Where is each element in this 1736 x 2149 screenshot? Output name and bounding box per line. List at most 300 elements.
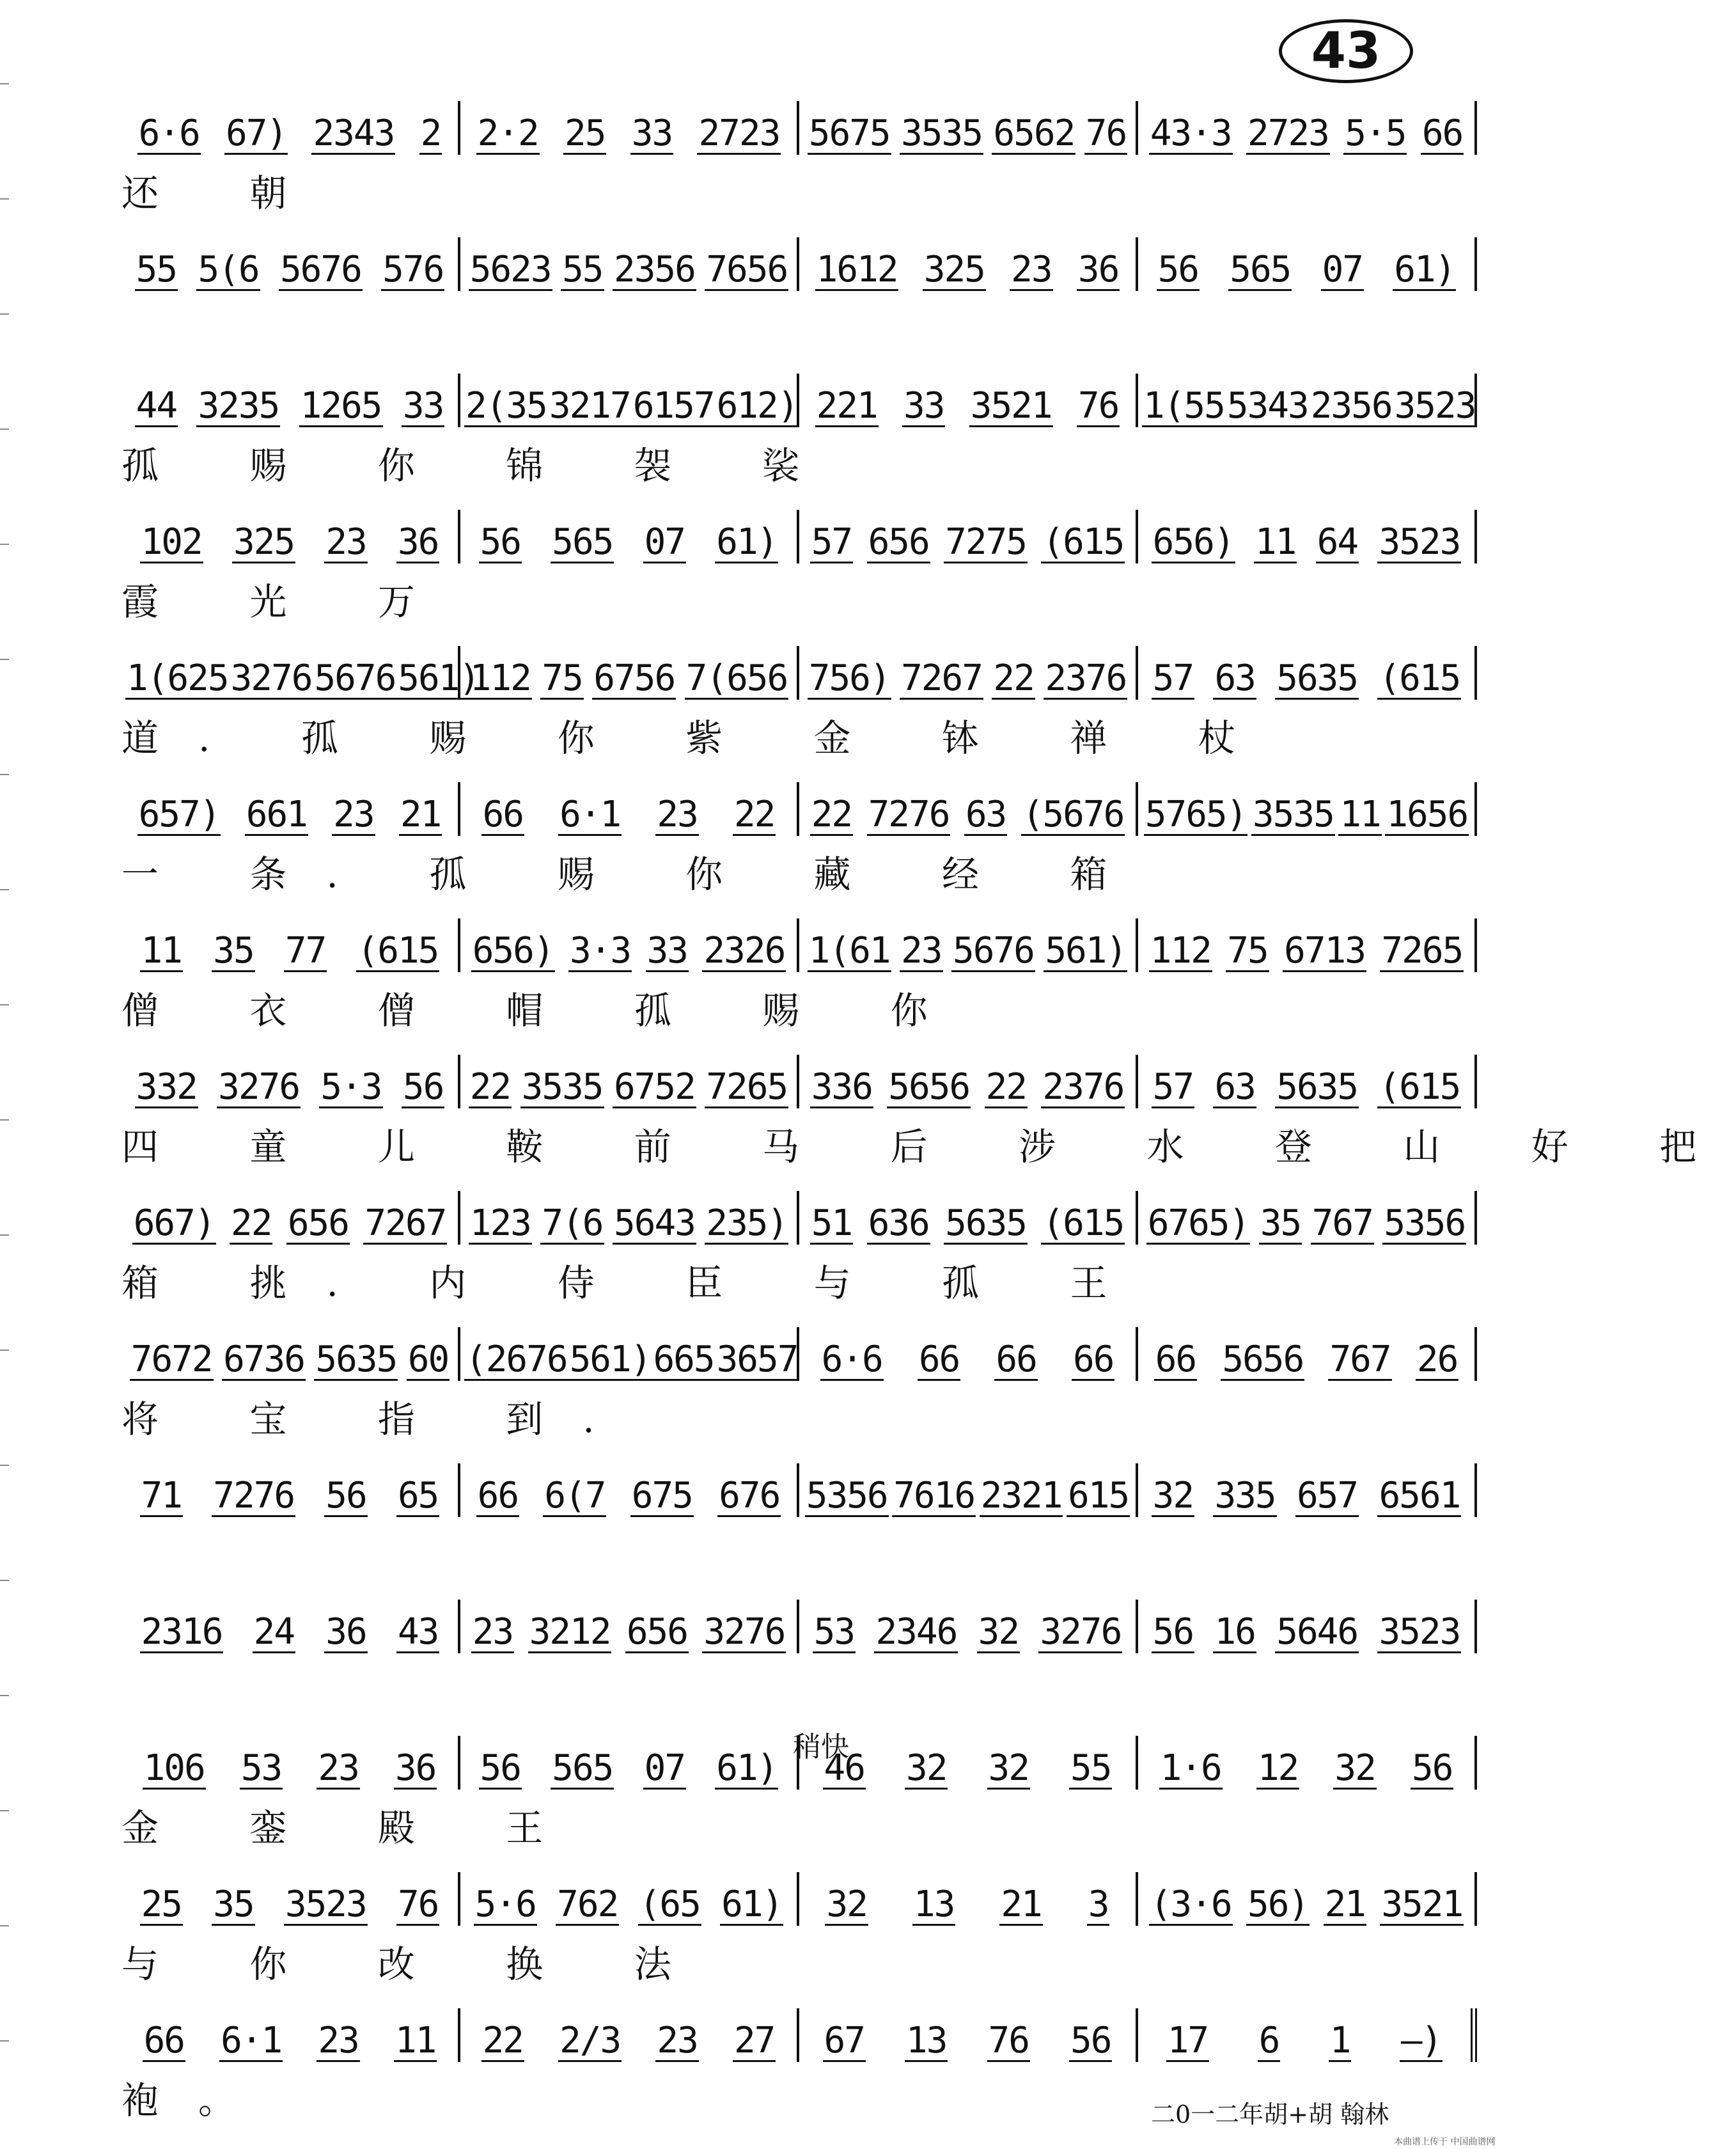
beat-notes: 561) <box>569 1339 651 1380</box>
beat-notes: 1(61 <box>808 930 890 972</box>
measure <box>1138 374 1477 427</box>
beat-notes: 636 <box>868 1202 929 1244</box>
measure <box>121 646 480 700</box>
beat-notes: 565 <box>552 1747 613 1789</box>
beat-notes: 561) <box>1045 930 1127 972</box>
beat-notes: 32 <box>988 1747 1029 1789</box>
beat-notes: 26 <box>1416 1339 1458 1380</box>
beat-notes: 3276 <box>230 657 312 699</box>
beat-notes: 2/3 <box>559 2020 621 2061</box>
beat-notes: 43·3 <box>1150 113 1232 154</box>
beat-notes: 6765) <box>1147 1202 1249 1244</box>
beat-notes: 3657 <box>716 1339 798 1380</box>
upload-credit: 本曲谱上传于 中国曲谱网 <box>1394 2137 1496 2147</box>
beat-notes: 53 <box>240 1747 282 1789</box>
beat-notes: 102 <box>141 521 202 563</box>
beat-notes: 32 <box>906 1747 947 1789</box>
lyrics-line: 四 童 儿 鞍 前 马 后 涉 水 登 山 好 把 <box>121 1125 1736 1169</box>
measure <box>799 646 1138 700</box>
beat-notes: 1(55 <box>1143 385 1224 427</box>
beat-notes: 5635 <box>1276 1066 1358 1108</box>
measure <box>460 782 799 836</box>
beat-notes: 23 <box>333 794 374 835</box>
beat-notes: 56 <box>480 521 521 563</box>
lyrics-line: 一 条. 孤 赐 你 藏 经 箱 <box>121 853 1147 896</box>
notes-line <box>121 2003 1477 2067</box>
beat-notes: 3523 <box>285 1884 366 1925</box>
beat-notes: 56 <box>480 1747 521 1789</box>
lyrics-line <box>121 1666 1477 1717</box>
lyrics-line: 与 你 改 换 法 <box>121 1942 711 1986</box>
beat-notes: 6·1 <box>559 794 621 835</box>
measure <box>1138 1191 1477 1245</box>
notes-line <box>121 1594 1477 1658</box>
beat-notes: 6·6 <box>138 113 199 154</box>
beat-notes: 56 <box>1152 1611 1194 1653</box>
beat-notes: 61) <box>1394 249 1455 290</box>
beat-notes: (615 <box>357 930 439 972</box>
beat-notes: 25 <box>141 1884 182 1925</box>
beat-notes: 665 <box>653 1339 714 1380</box>
beat-notes: 7265 <box>1381 930 1463 972</box>
beat-notes: 32 <box>826 1884 867 1925</box>
beat-notes: 661 <box>246 794 307 835</box>
beat-notes: 235) <box>706 1202 788 1244</box>
lyrics-line: 孤 赐 你 锦 袈 裟 <box>121 444 840 487</box>
measure <box>460 1327 799 1381</box>
beat-notes: 5356 <box>806 1475 888 1516</box>
beat-notes: 5(6 <box>198 249 259 290</box>
beat-notes: 3276 <box>1040 1611 1122 1653</box>
beat-notes: 66 <box>143 2020 184 2061</box>
beat-notes: 16 <box>1214 1611 1255 1653</box>
beat-notes: 66 <box>1421 113 1463 154</box>
notes-line <box>121 641 1477 705</box>
beat-notes: 6562 <box>993 113 1075 154</box>
measure <box>1138 918 1477 972</box>
measure <box>799 374 1138 427</box>
beat-notes: 66 <box>477 1475 519 1516</box>
beat-notes: 60 <box>407 1339 449 1380</box>
beat-notes: 7672 <box>130 1339 212 1380</box>
beat-notes: 61) <box>716 521 778 563</box>
measure <box>121 918 460 972</box>
beat-notes: 22 <box>469 1066 511 1108</box>
beat-notes: 3523 <box>1379 521 1460 563</box>
beat-notes: 6(7 <box>544 1475 606 1516</box>
beat-notes: 44 <box>136 385 177 427</box>
notes-line <box>121 777 1477 841</box>
measure <box>1138 2008 1477 2062</box>
beat-notes: 63 <box>1214 657 1255 699</box>
measure <box>121 1463 460 1517</box>
measure <box>1138 1463 1477 1517</box>
lyrics-line <box>121 1530 1477 1581</box>
beat-notes: 656 <box>868 521 929 563</box>
score-system <box>121 913 1477 1050</box>
lyrics-line: 金 銮 殿 王 <box>121 1806 583 1850</box>
beat-notes: —) <box>1400 2020 1442 2061</box>
measure <box>1138 237 1477 291</box>
beat-notes: 756) <box>808 657 890 699</box>
beat-notes: 561) <box>398 657 480 699</box>
beat-notes: 75 <box>542 657 583 699</box>
score-system <box>121 1050 1736 1186</box>
beat-notes: 56 <box>1411 1747 1453 1789</box>
measure <box>121 1055 460 1108</box>
lyrics-line <box>121 304 1477 355</box>
beat-notes: (65 <box>639 1884 700 1925</box>
beat-notes: 33 <box>402 385 444 427</box>
beat-notes: 61) <box>721 1884 783 1925</box>
beat-notes: 615 <box>1068 1475 1129 1516</box>
beat-notes: 3535 <box>521 1066 603 1108</box>
beat-notes: 24 <box>253 1611 295 1653</box>
beat-notes: 7616 <box>893 1475 975 1516</box>
beat-notes: 2321 <box>980 1475 1062 1516</box>
beat-notes: 332 <box>136 1066 197 1108</box>
beat-notes: 36 <box>395 1747 436 1789</box>
measure <box>121 101 460 155</box>
beat-notes: 5635 <box>315 1339 397 1380</box>
beat-notes: 23 <box>318 2020 359 2061</box>
beat-notes: 11 <box>141 930 182 972</box>
beat-notes: 67) <box>226 113 287 154</box>
beat-notes: 36 <box>325 1611 366 1653</box>
score-system <box>121 1322 1477 1458</box>
measure <box>121 510 460 563</box>
beat-notes: 335 <box>1214 1475 1276 1516</box>
measure <box>460 918 799 972</box>
measure <box>121 1736 460 1790</box>
beat-notes: 56 <box>1070 2020 1111 2061</box>
beat-notes: 11 <box>395 2020 436 2061</box>
measure <box>121 1600 460 1653</box>
measure <box>799 782 1138 836</box>
beat-notes: 1 <box>1329 2020 1350 2061</box>
beat-notes: 66 <box>996 1339 1036 1380</box>
beat-notes: 656 <box>287 1202 348 1244</box>
beat-notes: 23 <box>901 930 942 972</box>
measure <box>460 646 799 700</box>
measure <box>1138 1600 1477 1653</box>
measure <box>460 101 799 155</box>
score-system <box>121 368 1477 505</box>
notes-line <box>121 913 1477 977</box>
measure <box>460 1872 799 1926</box>
measure <box>1138 1872 1477 1926</box>
beat-notes: 07 <box>644 521 685 563</box>
beat-notes: 2723 <box>698 113 780 154</box>
beat-notes: 1265 <box>300 385 382 427</box>
beat-notes: 76 <box>397 1884 439 1925</box>
beat-notes: 7275 <box>945 521 1026 563</box>
beat-notes: 676 <box>719 1475 780 1516</box>
score-system <box>121 641 1477 777</box>
beat-notes: 2326 <box>703 930 785 972</box>
beat-notes: 6713 <box>1284 930 1365 972</box>
beat-notes: 57 <box>1152 657 1194 699</box>
beat-notes: (3·6 <box>1150 1884 1232 1925</box>
beat-notes: 22 <box>230 1202 272 1244</box>
beat-notes: 767 <box>1311 1202 1373 1244</box>
beat-notes: 5675 <box>808 113 890 154</box>
beat-notes: (5676 <box>1022 794 1124 835</box>
beat-notes: 6 <box>1258 2020 1279 2061</box>
score-system <box>121 1458 1477 1594</box>
beat-notes: 67 <box>824 2020 864 2061</box>
beat-notes: 2723 <box>1247 113 1329 154</box>
beat-notes: 55 <box>1070 1747 1111 1789</box>
beat-notes: 22 <box>811 794 852 835</box>
measure <box>121 237 460 291</box>
lyrics-line: 箱 挑. 内 侍 臣 与 孤 王 <box>121 1261 1147 1305</box>
measure <box>460 510 799 563</box>
beat-notes: 23 <box>318 1747 359 1789</box>
beat-notes: 675 <box>631 1475 692 1516</box>
beat-notes: 51 <box>811 1202 852 1244</box>
score-system <box>121 1594 1477 1731</box>
beat-notes: 565 <box>552 521 613 563</box>
beat-notes: 07 <box>1322 249 1363 290</box>
beat-notes: 17 <box>1167 2020 1208 2061</box>
beat-notes: 3535 <box>901 113 982 154</box>
measure <box>460 374 799 427</box>
notes-line <box>121 368 1477 432</box>
beat-notes: 32 <box>1152 1475 1194 1516</box>
beat-notes: 55 <box>136 249 177 290</box>
beat-notes: 22 <box>985 1066 1026 1108</box>
notes-line <box>121 1867 1477 1931</box>
measure <box>460 1191 799 1245</box>
beat-notes: 3 <box>1088 1884 1109 1925</box>
beat-notes: 5646 <box>1276 1611 1358 1653</box>
beat-notes: 11 <box>1255 521 1296 563</box>
beat-notes: 43 <box>397 1611 439 1653</box>
beat-notes: 6157 <box>632 385 714 427</box>
beat-notes: 21 <box>400 794 441 835</box>
beat-notes: 2376 <box>1042 1066 1124 1108</box>
beat-notes: 7265 <box>706 1066 788 1108</box>
beat-notes: 1656 <box>1386 794 1468 835</box>
measure <box>799 1463 1138 1517</box>
beat-notes: 33 <box>631 113 673 154</box>
beat-notes: 2343 <box>313 113 395 154</box>
beat-notes: 66 <box>918 1339 960 1380</box>
beat-notes: 2346 <box>875 1611 957 1653</box>
beat-notes: 7276 <box>213 1475 295 1516</box>
measure <box>799 1327 1138 1381</box>
beat-notes: 221 <box>816 385 877 427</box>
beat-notes: 7267 <box>901 657 982 699</box>
beat-notes: 5635 <box>945 1202 1026 1244</box>
score-system <box>121 777 1477 913</box>
beat-notes: (615 <box>1379 657 1460 699</box>
measure <box>799 101 1138 155</box>
page-number: 43 <box>1279 19 1413 83</box>
beat-notes: 5765) <box>1145 794 1247 835</box>
measure <box>460 1736 799 1790</box>
beat-notes: 56 <box>325 1475 366 1516</box>
beat-notes: 3217 <box>549 385 630 427</box>
beat-notes: 3235 <box>198 385 279 427</box>
beat-notes: 46 <box>824 1747 864 1789</box>
beat-notes: (615 <box>1042 1202 1124 1244</box>
measure <box>799 1872 1138 1926</box>
measure <box>460 1055 799 1108</box>
beat-notes: 1(625 <box>127 657 228 699</box>
measure <box>1138 782 1477 836</box>
beat-notes: 5·3 <box>320 1066 382 1108</box>
beat-notes: 1612 <box>816 249 898 290</box>
beat-notes: 07 <box>644 1747 685 1789</box>
beat-notes: 5656 <box>1222 1339 1304 1380</box>
beat-notes: 6756 <box>593 657 675 699</box>
measure <box>799 1055 1138 1108</box>
measure <box>1138 510 1477 563</box>
beat-notes: 35 <box>1260 1202 1301 1244</box>
beat-notes: 7(656 <box>685 657 788 699</box>
beat-notes: 6·6 <box>821 1339 882 1380</box>
beat-notes: 36 <box>1077 249 1119 290</box>
beat-notes: 2·2 <box>477 113 538 154</box>
beat-notes: 35 <box>213 1884 254 1925</box>
beat-notes: 3276 <box>703 1611 785 1653</box>
beat-notes: 22 <box>482 2020 523 2061</box>
beat-notes: 65 <box>397 1475 439 1516</box>
beat-notes: 64 <box>1317 521 1358 563</box>
beat-notes: 6·1 <box>221 2020 282 2061</box>
measure <box>460 2008 799 2062</box>
beat-notes: 77 <box>285 930 326 972</box>
notes-line <box>121 1458 1477 1522</box>
beat-notes: 21 <box>1001 1884 1042 1925</box>
measure <box>799 1191 1138 1245</box>
measure <box>1138 1327 1477 1381</box>
beat-notes: (615 <box>1379 1066 1460 1108</box>
lyrics-line: 将 宝 指 到. <box>121 1397 634 1441</box>
beat-notes: 5643 <box>614 1202 695 1244</box>
beat-notes: 66 <box>482 794 523 835</box>
score-system <box>121 1186 1477 1322</box>
beat-notes: 656) <box>1152 521 1234 563</box>
beat-notes: 22 <box>993 657 1034 699</box>
beat-notes: 53 <box>813 1611 855 1653</box>
score-system <box>121 96 1477 232</box>
beat-notes: 6752 <box>614 1066 695 1108</box>
beat-notes: 56 <box>1157 249 1199 290</box>
score-system <box>121 1867 1477 2003</box>
score-system <box>121 232 1477 368</box>
beat-notes: 61) <box>716 1747 778 1789</box>
beat-notes: 5·6 <box>474 1884 536 1925</box>
notes-line <box>121 96 1477 160</box>
notes-line <box>121 1186 1477 1250</box>
measure <box>799 918 1138 972</box>
beat-notes: 6736 <box>223 1339 304 1380</box>
beat-notes: 112 <box>469 657 531 699</box>
beat-notes: 71 <box>141 1475 182 1516</box>
measure <box>121 1191 460 1245</box>
beat-notes: 667) <box>133 1202 215 1244</box>
measure <box>460 1463 799 1517</box>
beat-notes: 2376 <box>1045 657 1127 699</box>
beat-notes: 32 <box>978 1611 1019 1653</box>
beat-notes: 5635 <box>1276 657 1358 699</box>
beat-notes: 75 <box>1227 930 1268 972</box>
beat-notes: 106 <box>143 1747 205 1789</box>
beat-notes: 5676 <box>953 930 1034 972</box>
beat-notes: 12 <box>1257 1747 1299 1789</box>
beat-notes: 27 <box>733 2020 775 2061</box>
beat-notes: 5·5 <box>1345 113 1406 154</box>
notes-line <box>121 232 1477 296</box>
beat-notes: 2356 <box>1310 385 1392 427</box>
jianpu-score <box>121 96 1736 2139</box>
beat-notes: 33 <box>903 385 944 427</box>
beat-notes: 13 <box>906 2020 947 2061</box>
score-system <box>121 505 1477 641</box>
beat-notes: 21 <box>1324 1884 1365 1925</box>
measure <box>460 237 799 291</box>
beat-notes: 2 <box>420 113 441 154</box>
beat-notes: 63 <box>965 794 1006 835</box>
beat-notes: 656) <box>472 930 554 972</box>
beat-notes: 5343 <box>1226 385 1308 427</box>
beat-notes: 23 <box>472 1611 513 1653</box>
beat-notes: 3276 <box>218 1066 300 1108</box>
beat-notes: 55 <box>562 249 603 290</box>
beat-notes: 63 <box>1214 1066 1255 1108</box>
measure <box>799 510 1138 563</box>
beat-notes: 76 <box>1085 113 1127 154</box>
beat-notes: (2676 <box>465 1339 567 1380</box>
beat-notes: 5676 <box>314 657 396 699</box>
measure <box>799 237 1138 291</box>
beat-notes: 33 <box>646 930 687 972</box>
measure <box>1138 1055 1477 1108</box>
beat-notes: 5356 <box>1384 1202 1466 1244</box>
beat-notes: 23 <box>657 794 698 835</box>
measure <box>1138 101 1477 155</box>
beat-notes: 112 <box>1150 930 1211 972</box>
beat-notes: 66 <box>1072 1339 1114 1380</box>
beat-notes: 25 <box>565 113 606 154</box>
measure <box>121 2008 460 2062</box>
measure <box>460 1600 799 1653</box>
measure <box>1138 646 1477 700</box>
lyrics-line: 僧 衣 僧 帽 孤 赐 你 <box>121 989 967 1032</box>
beat-notes: 36 <box>397 521 439 563</box>
tempo-mark: 稍快 <box>793 1731 849 1763</box>
measure <box>799 1600 1138 1653</box>
beat-notes: 657) <box>138 794 220 835</box>
beat-notes: 6561 <box>1379 1475 1460 1516</box>
beat-notes: 123 <box>469 1202 531 1244</box>
beat-notes: 3521 <box>1381 1884 1463 1925</box>
notes-line <box>121 505 1477 569</box>
lyrics-line: 袍。 <box>121 2079 276 2122</box>
beat-notes: 76 <box>1077 385 1119 427</box>
beat-notes: 22 <box>733 794 775 835</box>
beat-notes: 35 <box>213 930 254 972</box>
beat-notes: 2(35 <box>465 385 547 427</box>
measure <box>121 1327 460 1381</box>
beat-notes: 576 <box>382 249 444 290</box>
signature: 二0一二年胡+胡 翰林 <box>1151 2100 1389 2129</box>
beat-notes: 5676 <box>279 249 361 290</box>
beat-notes: 565 <box>1230 249 1291 290</box>
